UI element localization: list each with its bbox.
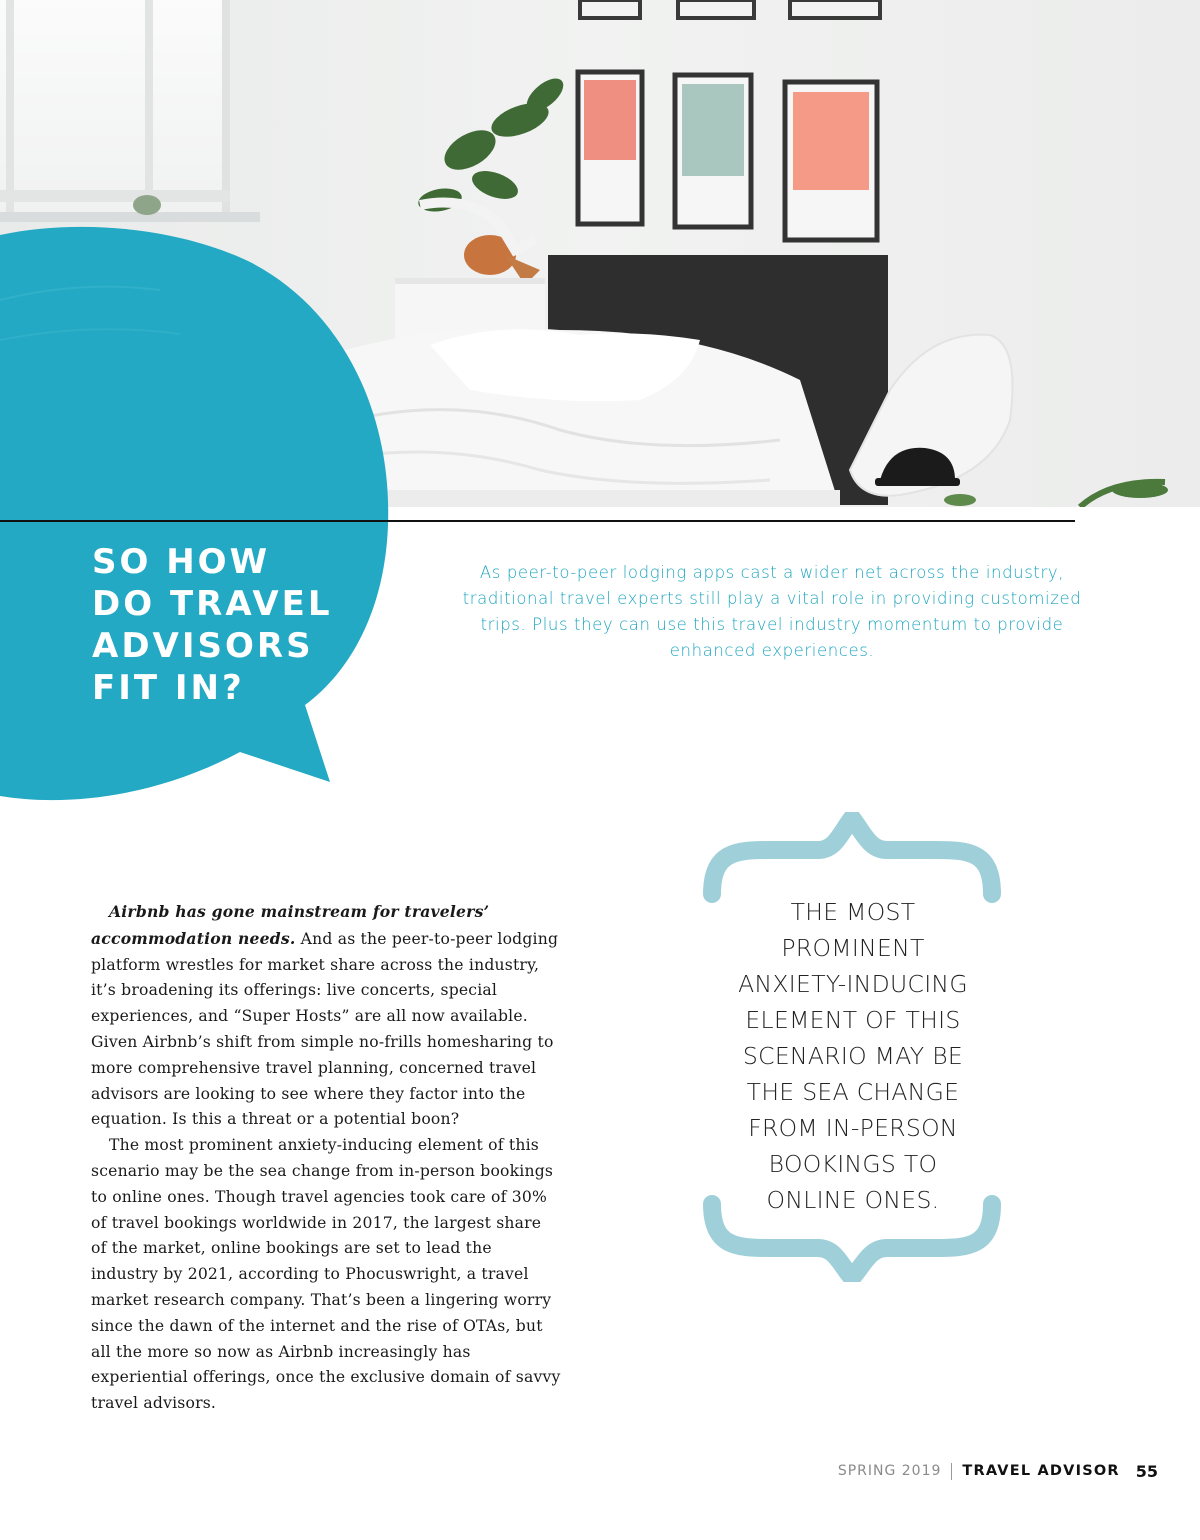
pull-quote-line: PROMINENT: [781, 934, 925, 962]
headline: [92, 541, 342, 709]
paragraph-text: And as the peer-to-peer lodging platform wrestles for market share across the industry, it’s broadening its offerings: live concerts, special experiences, and “Super Hosts” are all now available. Given Airbnb’s shift from simple no-frills homesharing to more comprehensive travel planning, concerned travel advisors are looking to see where they factor into the equation. Is this a threat or a potential boon?: [91, 929, 559, 1129]
pull-quote-line: SCENARIO MAY BE: [742, 1042, 964, 1070]
lead-in: Airbnb has gone mainstream for travelers’ accommodation needs.: [91, 902, 490, 948]
publication-name: TRAVEL ADVISOR: [962, 1463, 1120, 1479]
footer-separator: [951, 1463, 952, 1480]
page-footer: [838, 1459, 1158, 1483]
pull-quote-line: ONLINE ONES.: [766, 1186, 940, 1214]
body-paragraph: The most prominent anxiety-inducing element of this scenario may be the sea change from in-person bookings to online ones. Though travel agencies took care of 30% of travel bookings worldwide in 2017, the largest share of the market, online bookings are set to lead the industry by 2021, according to Phocuswright, a travel market research company. That’s been a lingering worry since the dawn of the internet and the rise of OTAs, but all the more so now as Airbnb increasingly has experiential offerings, once the exclusive domain of savvy travel advisors.: [91, 1136, 561, 1413]
headline-line: FIT IN?: [92, 668, 245, 708]
pull-quote-line: BOOKINGS TO: [768, 1150, 938, 1178]
pull-quote-line: FROM IN-PERSON: [748, 1114, 958, 1142]
page-number: 55: [1135, 1461, 1158, 1481]
pull-quote-line: THE SEA CHANGE: [746, 1078, 960, 1106]
article-body: [91, 899, 561, 1417]
issue-date: SPRING 2019: [837, 1463, 942, 1479]
pull-quote-line: ELEMENT OF THIS: [745, 1006, 961, 1034]
intro-deck: As peer-to-peer lodging apps cast a wider net across the industry, traditional travel experts still play a vital role in providing customized trips. Plus they can use this travel industry momentum to provide enhanced experiences.: [462, 563, 1082, 660]
pull-quote: [712, 894, 994, 1218]
body-paragraph: [91, 899, 561, 1133]
pull-quote-line: THE MOST: [790, 898, 916, 926]
headline-line: ADVISORS: [92, 626, 314, 666]
section-divider: [0, 520, 1075, 522]
headline-line: DO TRAVEL: [92, 584, 333, 624]
pull-quote-line: ANXIETY-INDUCING: [738, 970, 968, 998]
headline-line: SO HOW: [92, 542, 271, 582]
